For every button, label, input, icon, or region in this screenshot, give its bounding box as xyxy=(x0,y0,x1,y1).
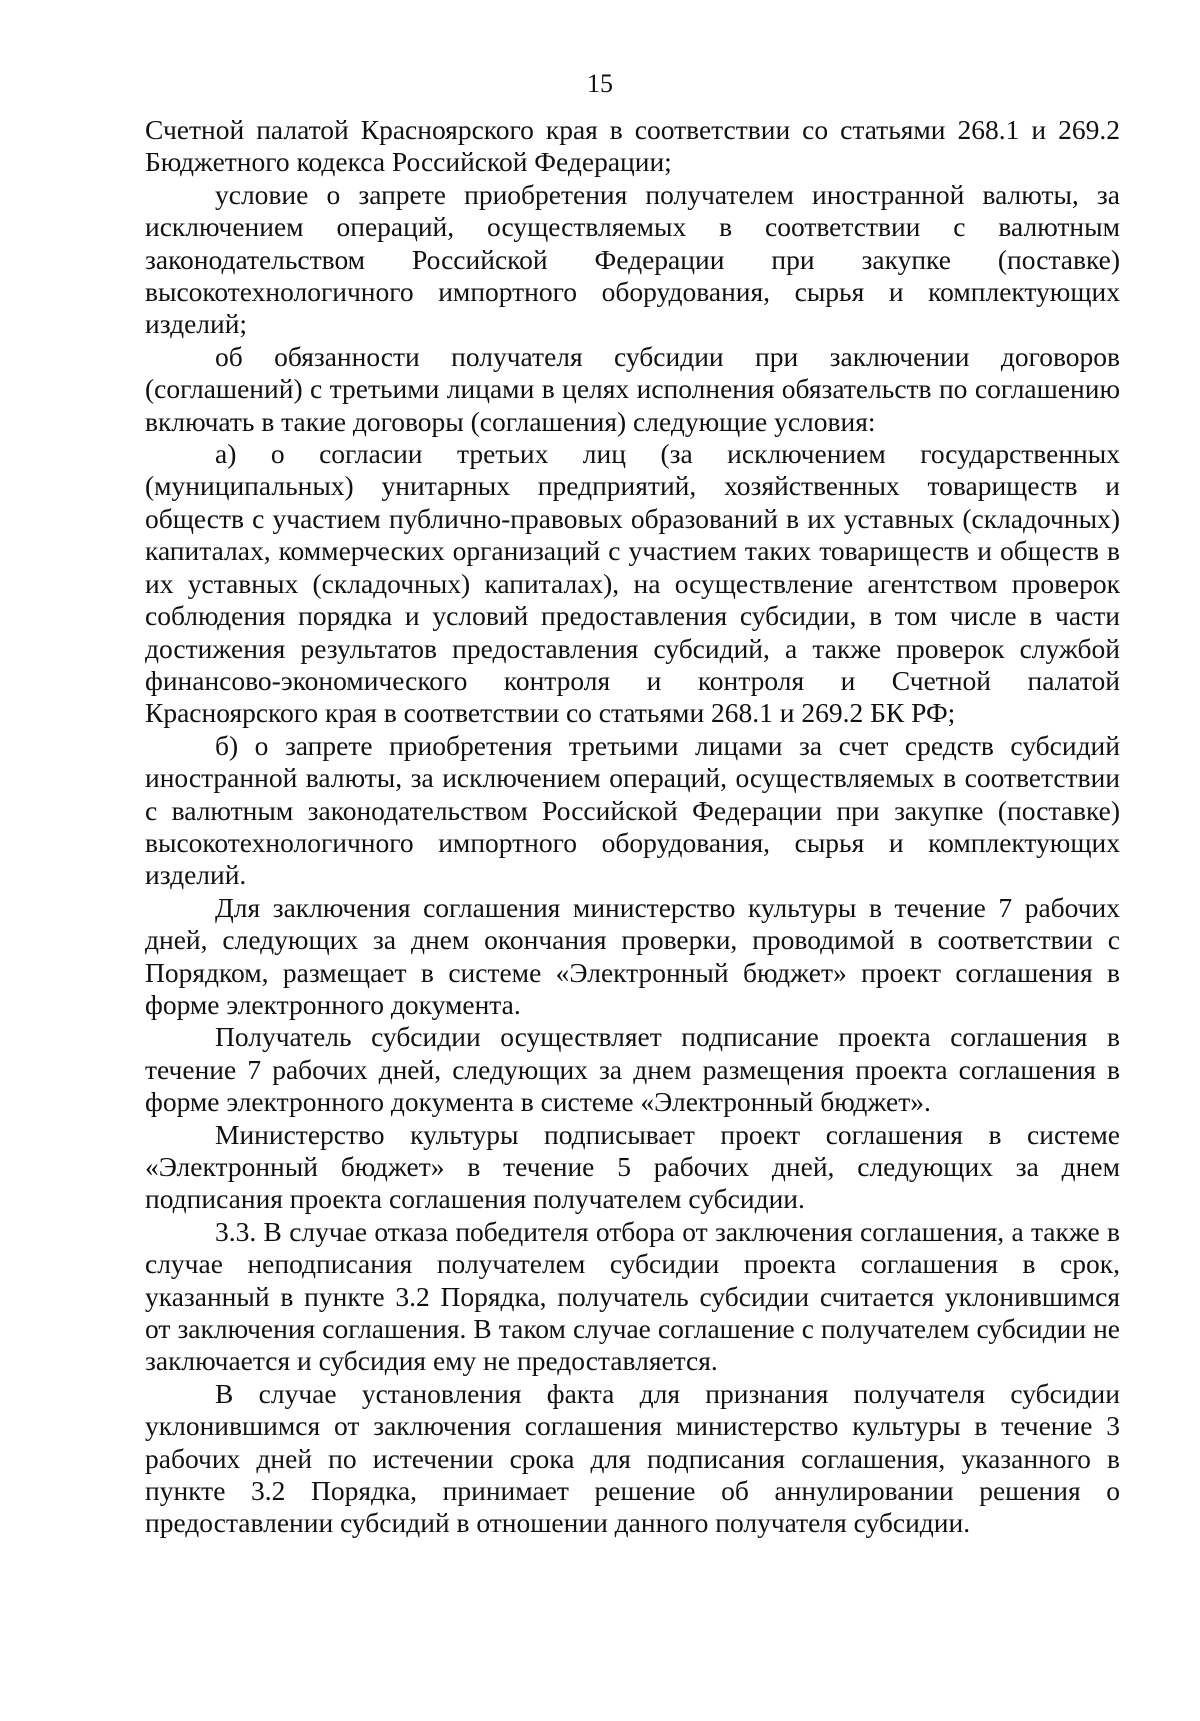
paragraph-section-3-3: 3.3. В случае отказа победителя отбора от заключения соглашения, а также в случае неподписания получателем субсидии проекта соглашения в срок, указанный в пункте 3.2 Порядка, получатель субсидии считается уклонившимся от заключения соглашения. В таком случае соглашение с получателем субсидии не заключается и субсидия ему не предоставляется. xyxy=(145,1215,1120,1377)
paragraph-agreement-placement: Для заключения соглашения министерство культуры в течение 7 рабочих дней, следующих за днем окончания проверки, проводимой в соответствии с Порядком, размещает в системе «Электронный бюджет» проект соглашения в форме электронного документа. xyxy=(145,891,1120,1020)
paragraph-item-b: б) о запрете приобретения третьими лицами за счет средств субсидий иностранной валюты, за исключением операций, осуществляемых в соответствии с валютным законодательством Российской Федерации при закупке (поставке) высокотехнологичного импортного оборудования, сырья и комплектующих изделий. xyxy=(145,729,1120,891)
paragraph-recipient-signing: Получатель субсидии осуществляет подписание проекта соглашения в течение 7 рабочих дней, следующих за днем размещения проекта соглашения в форме электронного документа в системе «Электронный бюджет». xyxy=(145,1021,1120,1118)
paragraph-annulment: В случае установления факта для признания получателя субсидии уклонившимся от заключения соглашения министерство культуры в течение 3 рабочих дней по истечении срока для подписания соглашения, указанного в пункте 3.2 Порядка, принимает решение об аннулировании решения о предоставлении субсидий в отношении данного получателя субсидии. xyxy=(145,1377,1120,1539)
paragraph-currency-condition: условие о запрете приобретения получателем иностранной валюты, за исключением операций, осуществляемых в соответствии с валютным законодательством Российской Федерации при закупке (поставке) высокотехнологичного импортного оборудования, сырья и комплектующих изделий; xyxy=(145,178,1120,340)
paragraph-third-party-obligation: об обязанности получателя субсидии при заключении договоров (соглашений) с третьими лицами в целях исполнения обязательств по соглашению включать в такие договоры (соглашения) следующие условия: xyxy=(145,340,1120,437)
paragraph-item-a: а) о согласии третьих лиц (за исключением государственных (муниципальных) унитарных предприятий, хозяйственных товариществ и обществ с участием публично-правовых образований в их уставных (складочных) капиталах, коммерческих организаций с участием таких товариществ и обществ в их уставных (складочных) капиталах), на осуществление агентством проверок соблюдения порядка и условий предоставления субсидии, в том числе в части достижения результатов предоставления субсидий, а также проверок службой финансово-экономического контроля и контроля и Счетной палатой Красноярского края в соответствии со статьями 268.1 и 269.2 БК РФ; xyxy=(145,438,1120,729)
paragraph-ministry-signing: Министерство культуры подписывает проект соглашения в системе «Электронный бюджет» в течение 5 рабочих дней, следующих за днем подписания проекта соглашения получателем субсидии. xyxy=(145,1118,1120,1215)
page-number: 15 xyxy=(587,69,613,98)
paragraph-continuation: Счетной палатой Красноярского края в соответствии со статьями 268.1 и 269.2 Бюджетного кодекса Российской Федерации; xyxy=(145,114,1120,178)
document-body xyxy=(145,114,1120,1540)
